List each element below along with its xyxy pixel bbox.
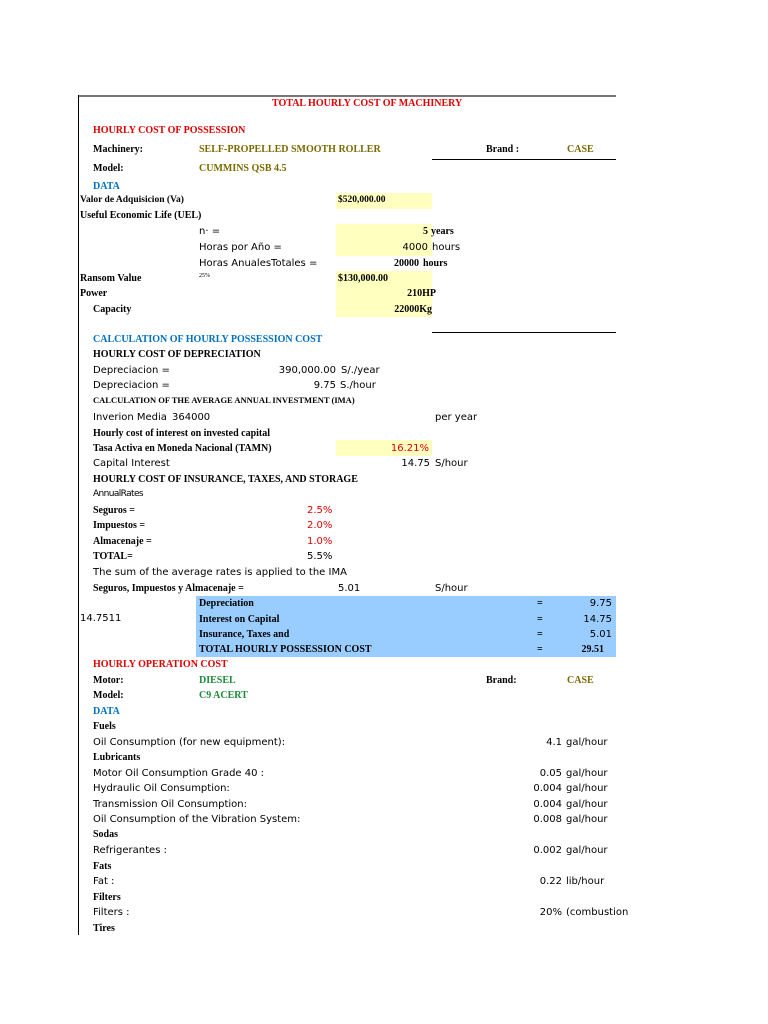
inv-label: Inverion Media [93,412,167,423]
summary-eq: = [537,598,543,609]
sia-unit: S/hour [435,583,468,594]
dep1-value: 390,000.00 [278,365,336,376]
motor-oil-unit: gal/hour [566,768,608,779]
power-label: Power [80,288,108,299]
hydraulic-unit: gal/hour [566,783,608,794]
summary-value: 5.01 [589,629,612,640]
transmission-unit: gal/hour [566,799,608,810]
left-border [78,95,79,935]
dep2-label: Depreciacion = [93,380,170,391]
refrig-unit: gal/hour [566,845,608,856]
oil-cons-label: Oil Consumption (for new equipment): [93,737,286,748]
model2-value: C9 ACERT [199,690,248,701]
inv-value: 364000 [172,412,211,423]
va-value: $520,000.00 [338,195,386,205]
hydraulic-value: 0.004 [533,783,562,794]
dep1-label: Depreciacion = [93,365,170,376]
vibration-label: Oil Consumption of the Vibration System: [93,814,301,825]
transmission-label: Transmission Oil Consumption: [93,799,247,810]
op-heading: HOURLY OPERATION COST [93,659,228,670]
summary-value: 9.75 [589,598,612,609]
top-border [78,95,616,97]
brand-value: CASE [567,144,594,155]
summary-value: 29.51 [581,644,604,655]
motor-label: Motor: [93,675,124,686]
summary-label: Depreciation [199,598,254,609]
oil-cons-unit: gal/hour [566,737,608,748]
oil-cons-value: 4.1 [546,737,562,748]
ransom-value: $130,000.00 [338,273,388,284]
data2-label: DATA [93,706,120,717]
impuestos-value: 2.0% [307,520,333,531]
capacity-label: Capacity [93,304,132,315]
brand2-value: CASE [567,675,594,686]
tasa-label: Tasa Activa en Moneda Nacional (TAMN) [93,443,272,454]
summary-eq: = [537,629,543,640]
refrig-label: Refrigerantes : [93,845,167,856]
calc-heading: CALCULATION OF HOURLY POSSESSION COST [93,334,323,345]
brand-underline [432,159,616,160]
data-label: DATA [93,181,120,192]
dep2-value: 9.75 [313,380,336,391]
model2-label: Model: [93,690,124,701]
model-value: CUMMINS QSB 4.5 [199,163,287,174]
fats-label: Fats [93,861,112,872]
n-label: n· = [199,226,221,237]
ransom-pct: 25% [199,273,210,279]
dep1-unit: S/./year [341,365,380,376]
impuestos-label: Impuestos = [93,520,146,531]
vibration-value: 0.008 [533,814,562,825]
filters-label: Filters [93,892,121,903]
inv-unit: per year [435,412,478,423]
horas-ano-label: Horas por Año = [199,242,282,253]
horas-ano-unit: hours [432,242,461,253]
seguros-value: 2.5% [307,505,333,516]
possession-heading: HOURLY COST OF POSSESSION [93,125,246,136]
capacity-value: 22000Kg [394,304,432,315]
ins-heading: HOURLY COST OF INSURANCE, TAXES, AND STORAGE [93,474,358,485]
sum-note: The sum of the average rates is applied to the IMA [93,567,347,578]
cap-int-unit: S/hour [435,458,468,469]
summary-eq: = [537,644,543,655]
brand-label: Brand : [486,144,520,155]
total-value: 5.5% [307,551,333,562]
horas-ano-value: 4000 [402,242,428,253]
fat-value: 0.22 [539,876,562,887]
uel-label: Useful Economic Life (UEL) [80,210,202,221]
cap-int-label: Capital Interest [93,458,170,469]
tires-label: Tires [93,923,115,934]
horas-tot-unit: hours [423,258,448,269]
transmission-value: 0.004 [533,799,562,810]
horas-tot-value: 20000 [394,258,419,269]
page-title: TOTAL HOURLY COST OF MACHINERY [272,98,463,109]
side-value: 14.7511 [80,613,122,624]
brand2-label: Brand: [486,675,517,686]
fat-unit: lib/hour [566,876,605,887]
n-value: 5 [423,226,428,237]
motor-value: DIESEL [199,675,236,686]
annual-rates: AnnualRates [93,489,144,499]
seguros-label: Seguros = [93,505,135,516]
summary-label: Interest on Capital [199,614,280,625]
sodas-label: Sodas [93,829,119,840]
cap-int-value: 14.75 [401,458,430,469]
filters2-label: Filters : [93,907,130,918]
summary-value: 14.75 [583,614,612,625]
motor-oil-value: 0.05 [539,768,562,779]
refrig-value: 0.002 [533,845,562,856]
summary-label: TOTAL HOURLY POSSESSION COST [199,644,372,655]
interest-heading: Hourly cost of interest on invested capital [93,428,271,439]
motor-oil-label: Motor Oil Consumption Grade 40 : [93,768,265,779]
almacenaje-label: Almacenaje = [93,536,152,547]
tasa-value: 16.21% [390,443,429,454]
horas-tot-label: Horas AnualesTotales = [199,258,318,269]
total-label: TOTAL= [93,551,133,562]
filters-unit: (combustion [566,907,629,918]
summary-label: Insurance, Taxes and [199,629,290,640]
dep-heading: HOURLY COST OF DEPRECIATION [93,349,261,360]
power-value: 210HP [407,288,436,299]
fat-label: Fat : [93,876,115,887]
sia-value: 5.01 [338,583,361,594]
dep2-unit: S./hour [340,380,376,391]
machinery-value: SELF-PROPELLED SMOOTH ROLLER [199,144,381,155]
model-label: Model: [93,163,124,174]
hydraulic-label: Hydraulic Oil Consumption: [93,783,230,794]
fuels-label: Fuels [93,721,116,732]
filters-value: 20% [539,907,562,918]
va-label: Valor de Adquisicion (Va) [80,195,184,205]
vibration-unit: gal/hour [566,814,608,825]
almacenaje-value: 1.0% [307,536,333,547]
machinery-label: Machinery: [93,144,143,155]
n-unit: years [431,226,454,237]
lubricants-label: Lubricants [93,752,141,763]
ima-heading: CALCULATION OF THE AVERAGE ANNUAL INVESTMENT (IMA) [93,395,355,405]
ransom-label: Ransom Value [80,273,142,284]
summary-eq: = [537,614,543,625]
sia-label: Seguros, Impuestos y Almacenaje = [93,583,244,594]
section-divider [432,332,616,333]
